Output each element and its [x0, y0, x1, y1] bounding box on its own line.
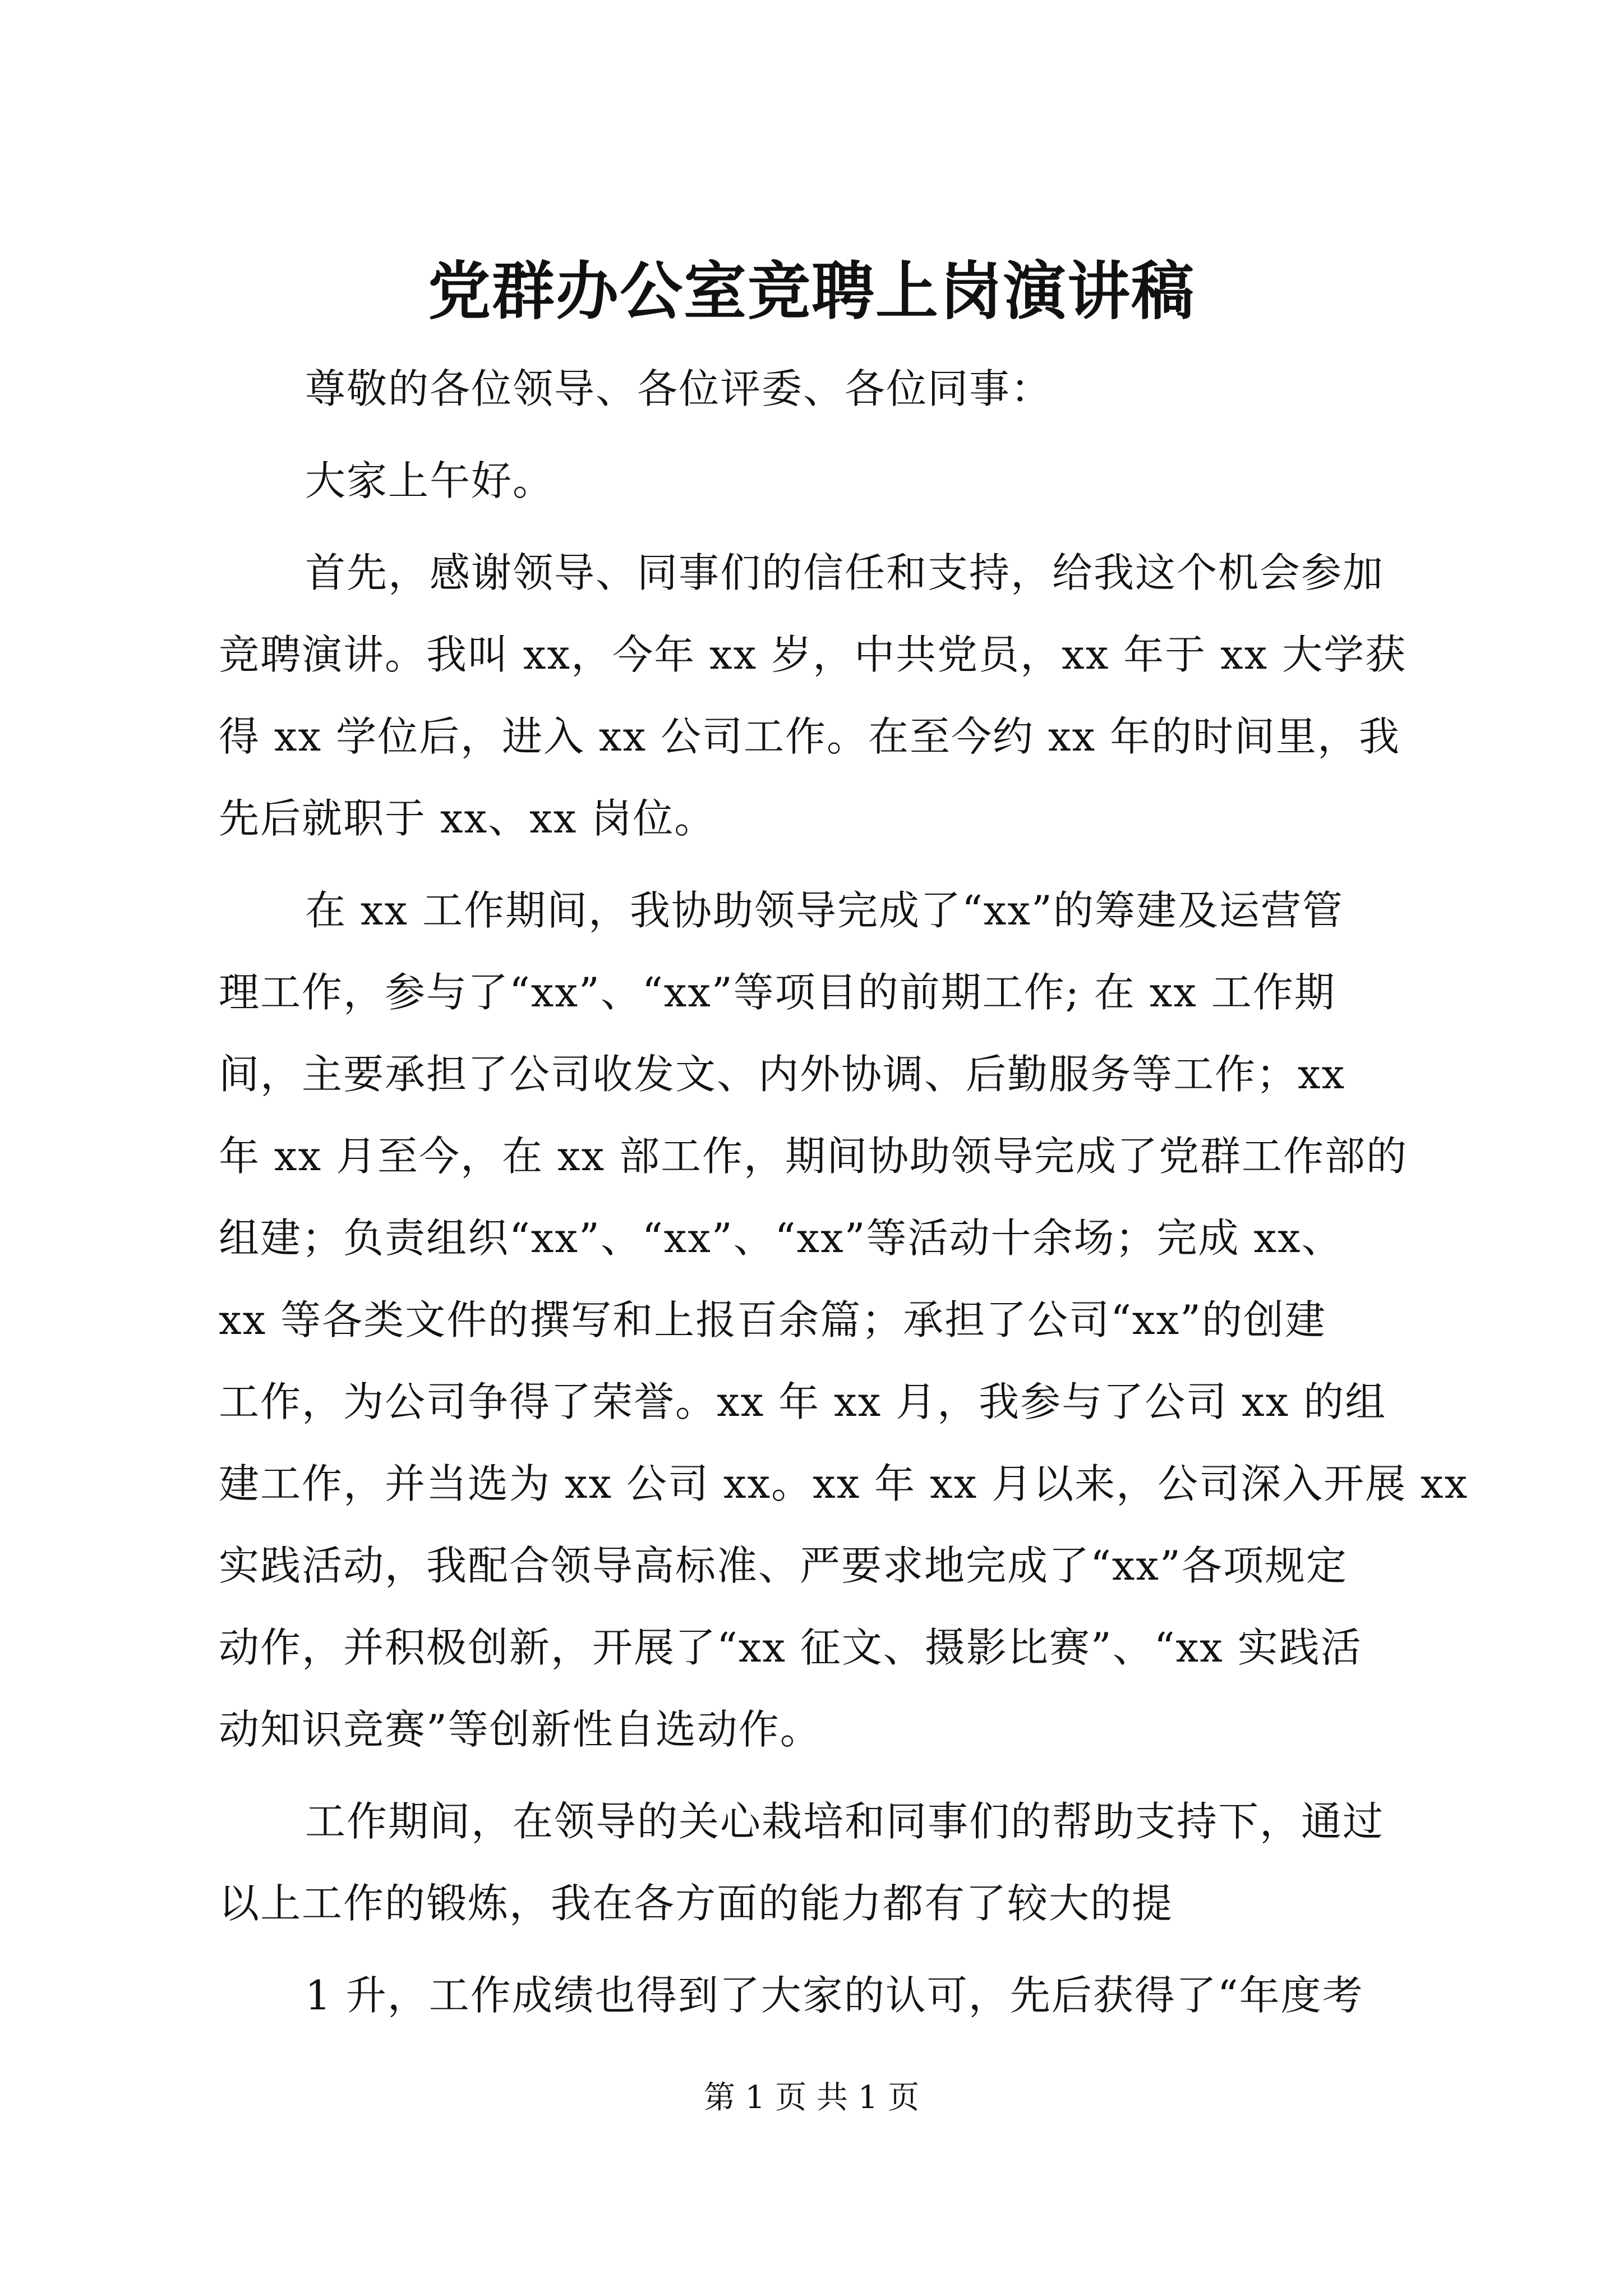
body-line: 首先，感谢领导、同事们的信任和支持，给我这个机会参加 [305, 549, 1385, 596]
page-footer: 第 1 页 共 1 页 [703, 2079, 920, 2116]
document-title: 党群办公室竞聘上岗演讲稿 [428, 255, 1195, 328]
body-line: 动作，并积极创新，开展了“xx 征文、摄影比赛”、“xx 实践活 [219, 1624, 1362, 1671]
body-line: 建工作，并当选为 xx 公司 xx。xx 年 xx 月以来，公司深入开展 xx [219, 1460, 1469, 1507]
body-line: 工作期间，在领导的关心栽培和同事们的帮助支持下，通过 [305, 1798, 1385, 1845]
body-line: 动知识竞赛”等创新性自选动作。 [219, 1706, 822, 1753]
document-body [219, 348, 1469, 2036]
body-line: 组建；负责组织“xx”、“xx”、“xx”等活动十余场；完成 xx、 [219, 1214, 1343, 1262]
body-line: 竞聘演讲。我叫 xx，今年 xx 岁，中共党员，xx 年于 xx 大学获 [219, 631, 1407, 678]
body-line: 大家上午好。 [305, 457, 555, 504]
body-line: 先后就职于 xx、xx 岗位。 [219, 795, 716, 842]
body-line: 年 xx 月至今，在 xx 部工作，期间协助领导完成了党群工作部的 [219, 1133, 1408, 1180]
body-line: 1 升，工作成绩也得到了大家的认可，先后获得了“年度考 [305, 1972, 1364, 2019]
body-line: 间，主要承担了公司收发文、内外协调、后勤服务等工作；xx [219, 1051, 1346, 1098]
body-line: 得 xx 学位后，进入 xx 公司工作。在至今约 xx 年的时间里，我 [219, 713, 1400, 760]
body-line: xx 等各类文件的撰写和上报百余篇；承担了公司“xx”的创建 [219, 1296, 1326, 1343]
body-line: 实践活动，我配合领导高标准、严要求地完成了“xx”各项规定 [219, 1542, 1348, 1589]
body-line: 尊敬的各位领导、各位评委、各位同事： [305, 365, 1053, 412]
body-line: 以上工作的锻炼，我在各方面的能力都有了较大的提 [219, 1880, 1174, 1927]
body-line: 工作，为公司争得了荣誉。xx 年 xx 月，我参与了公司 xx 的组 [219, 1378, 1387, 1425]
body-line: 在 xx 工作期间，我协助领导完成了“xx”的筹建及运营管 [305, 887, 1344, 934]
body-line: 理工作，参与了“xx”、“xx”等项目的前期工作; 在 xx 工作期 [219, 969, 1336, 1016]
